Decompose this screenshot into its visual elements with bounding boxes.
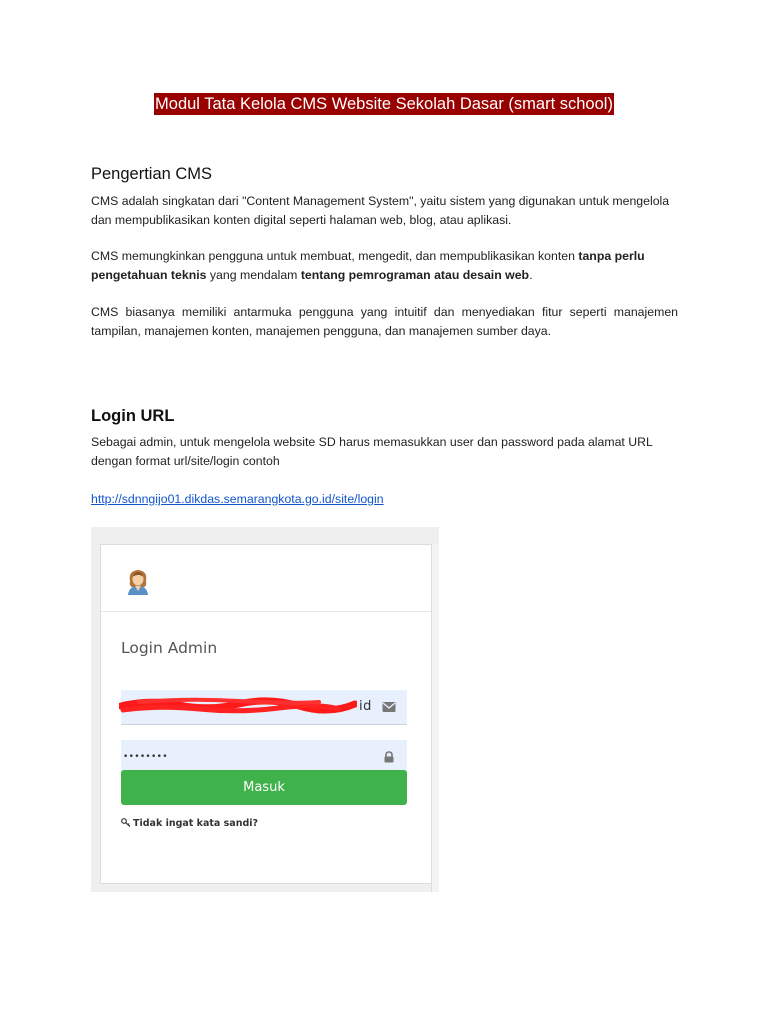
- paragraph-cms-features: CMS biasanya memiliki antarmuka pengguna yang intuitif dan menyediakan fitur seperti manajemen tampilan, manajemen konten, manajemen pengguna, dan manajemen sumber daya.: [91, 305, 678, 338]
- lock-icon: [382, 751, 396, 763]
- envelope-icon: [382, 701, 396, 713]
- screenshot-edge: [431, 544, 439, 892]
- login-screenshot: [91, 527, 439, 892]
- bold-text: tentang pemrograman atau desain web: [300, 268, 530, 282]
- document-title-text: Modul Tata Kelola CMS Website Sekolah Dasar (smart school): [155, 95, 613, 113]
- document-title: [0, 93, 768, 115]
- masuk-button[interactable]: Masuk: [121, 770, 407, 805]
- text: yang mendalam: [206, 268, 301, 282]
- forgot-password-link[interactable]: [121, 818, 258, 829]
- text: CMS memungkinkan pengguna untuk membuat, mengedit, dan mempublikasikan konten: [91, 249, 579, 263]
- login-title: Login Admin: [121, 639, 218, 657]
- login-card-header: [101, 545, 439, 612]
- username-suffix: id: [359, 699, 372, 714]
- paragraph-login-instructions: Sebagai admin, untuk mengelola website SD harus memasukkan user dan password pada alamat URL dengan format url/site/login contoh: [91, 435, 653, 468]
- paragraph-cms-definition: CMS adalah singkatan dari "Content Management System", yaitu sistem yang digunakan untuk mengelola dan mempublikasikan konten digital seperti halaman web, blog, atau aplikasi.: [91, 194, 670, 227]
- text: .: [529, 268, 533, 282]
- section-heading-login-url: Login URL: [91, 407, 175, 425]
- avatar-icon: [125, 567, 151, 595]
- key-icon: [121, 818, 131, 827]
- login-card: [100, 544, 439, 884]
- paragraph-cms-capability: [91, 247, 678, 285]
- redaction-scribble: [119, 696, 357, 716]
- login-url-link[interactable]: http://sdnngijo01.dikdas.semarangkota.go.id/site/login: [91, 492, 384, 506]
- bold-text: tanpa perlu pengetahuan teknis: [91, 249, 645, 282]
- password-mask: ••••••••: [123, 752, 168, 762]
- section-heading-pengertian: Pengertian CMS: [91, 165, 213, 183]
- username-field[interactable]: [121, 690, 407, 725]
- forgot-password-label: Tidak ingat kata sandi?: [133, 818, 259, 829]
